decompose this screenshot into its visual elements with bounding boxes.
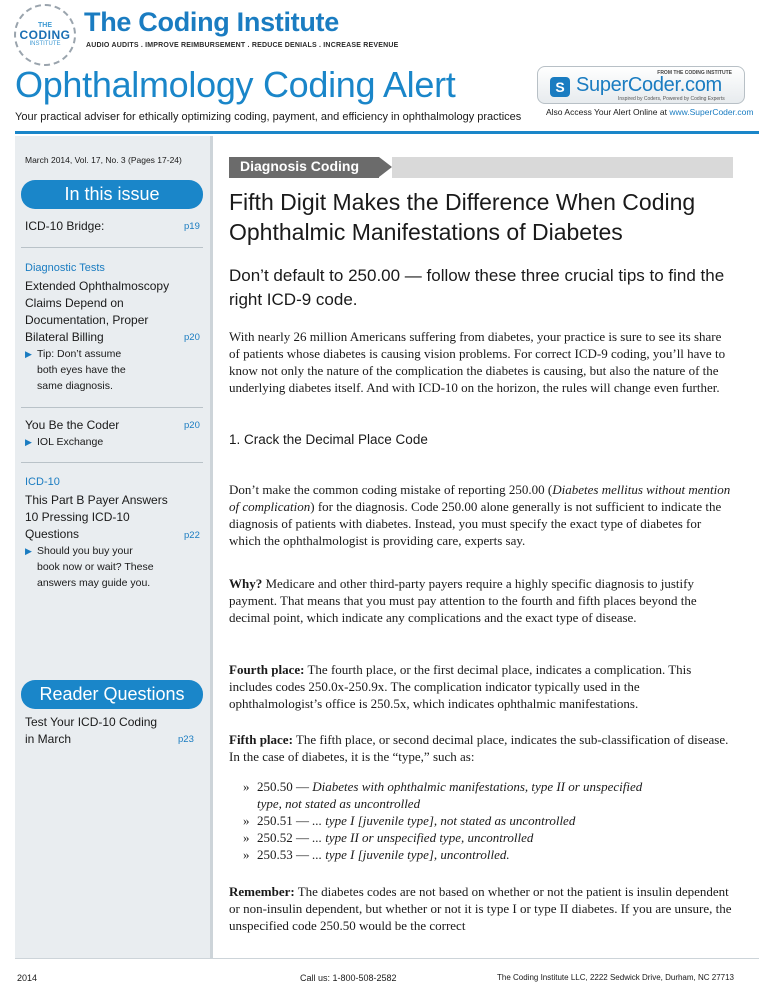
label-fifth-place: Fifth place: [229,732,293,747]
toc-item-part-b-payer[interactable] [25,492,168,543]
bullet-marker: » [243,779,250,794]
code: 250.52 — [257,830,309,845]
toc-line: Test Your ICD-10 Coding [25,715,158,729]
toc-item-icd10-bridge[interactable]: ICD-10 Bridge: [25,219,105,233]
text-run-italic: Diabetes mellitus without mention of complication [229,482,731,514]
text-run: The fourth place, or the first decimal place, indicates a complication. This includes codes 250.0x-250.9x. The complication indicator typically used in the ophthalmologist’s office is 250.5x, which indicates ophthalmic manifestations. [229,662,692,711]
toc-item-test-your-icd10[interactable] [25,714,157,748]
toc-line: Extended Ophthalmoscopy [25,279,170,293]
code-item [243,812,733,829]
text-run: ) for the diagnosis. Code 250.00 alone generally is not sufficient to indicate the diagnosis of patients with diabetes. Instead, you must specify the exact type of diabetes for which the ophthalmologist is providing care, experts say. [229,499,722,548]
supercoder-badge[interactable] [537,66,745,104]
toc-page[interactable]: p23 [178,734,194,745]
supercoder-link[interactable]: www.SuperCoder.com [669,107,754,117]
logo-the: THE [38,22,52,29]
sidebar-edge [210,136,213,958]
logo-coding: CODING [19,28,71,42]
toc-item-you-be-the-coder[interactable]: You Be the Coder [25,418,120,432]
triangle-right-icon: ▶ [25,349,32,359]
footer-year: 2014 [17,973,38,983]
supercoder-name: SuperCoder.com [576,74,722,96]
toc-page[interactable]: p22 [184,530,200,541]
intro-paragraph: With nearly 26 million Americans suffering from diabetes, your practice is sure to see its share of patients whose diabetes is causing vision problems. For correct ICD-9 coding, you’ll have to know not only the nature of the complication the diabetes is causing, but also the nature of the underlying diabetes itself. And with ICD-10 on the horizon, the rules will change even further. [229,329,726,395]
triangle-right-icon: ▶ [25,546,32,556]
label-remember: Remember: [229,884,295,899]
section-label: Diagnosis Coding [240,158,359,174]
institute-name: The Coding Institute [84,7,339,37]
code: 250.50 — [257,779,309,794]
toc-category-diagnostic-tests: Diagnostic Tests [25,262,105,274]
code-list [243,778,733,863]
supercoder-from: FROM THE CODING INSTITUTE [657,70,732,76]
in-this-issue-banner: In this issue [21,180,203,209]
toc-page[interactable]: p19 [184,221,200,232]
toc-line: Questions [25,527,80,541]
paragraph-fifth-place [229,731,734,765]
institute-tagline: AUDIO AUDITS . IMPROVE REIMBURSEMENT . REDUCE DENIALS . INCREASE REVENUE [86,42,399,49]
toc-divider [21,407,203,408]
toc-bullet-line: IOL Exchange [37,436,104,448]
bullet-marker: » [243,847,250,862]
toc-page[interactable]: p20 [184,332,200,343]
code: 250.53 — [257,847,309,862]
text-run: Medicare and other third-party payers require a highly specific diagnosis to justify payment. That means that you must pay attention to the fourth and fifth places beyond the decimal point, which indicate any complications and the exact type of disease. [229,576,697,625]
toc-line: Bilateral Billing [25,330,104,344]
toc-line: Claims Depend on [25,296,124,310]
supercoder-subtitle: Inspired by Coders, Powered by Coding Experts [618,96,725,102]
issue-line: March 2014, Vol. 17, No. 3 (Pages 17-24) [25,155,182,165]
toc-bullet-line: Should you buy your [37,545,133,557]
paragraph-why [229,575,734,626]
supercoder-icon: S [550,77,570,97]
toc-category-icd10: ICD-10 [25,476,60,488]
toc-line: This Part B Payer Answers [25,493,168,507]
toc-line: in March [25,732,72,746]
footer-divider [15,958,759,959]
text-run: Don’t make the common coding mistake of reporting 250.00 ( [229,482,553,497]
reader-questions-banner: Reader Questions [21,680,203,709]
toc-divider [21,462,203,463]
section-tag-bar [392,157,733,178]
bullet-marker: » [243,830,250,845]
section-tag-arrow [379,157,392,177]
publication-title: Ophthalmology Coding Alert [15,64,456,105]
code-item [243,829,733,846]
coding-institute-logo [14,4,76,66]
footer-phone: Call us: 1-800-508-2582 [300,973,397,983]
code-desc: type, not stated as uncontrolled [257,796,421,811]
toc-bullet-line: book now or wait? These [37,561,154,573]
text-run: The diabetes codes are not based on whether or not the patient is insulin dependent or non-insulin dependent, but whether or not it is type I or type II diabetes. If you are unsure, the unspecified code 250.50 would be the correct [229,884,732,933]
paragraph-common-mistake [229,481,734,549]
supercoder-access-line [546,107,753,117]
toc-bullet-line: both eyes have the [37,364,126,376]
label-fourth-place: Fourth place: [229,662,305,677]
code-item [243,778,733,812]
bullet-marker: » [243,813,250,828]
toc-bullet [25,346,126,394]
triangle-right-icon: ▶ [25,437,32,447]
section-tag [229,157,733,178]
toc-bullet-line: Tip: Don’t assume [37,348,122,360]
label-why: Why? [229,576,263,591]
logo-institute: INSTITUTE [29,41,61,47]
text-run: The fifth place, or second decimal place, indicates the sub-classification of disease. In the case of diabetes, it is the “type,” such as: [229,732,729,764]
code-desc: ... type I [juvenile type], uncontrolled. [312,847,510,862]
section-heading: 1. Crack the Decimal Place Code [229,432,428,447]
code-desc: ... type II or unspecified type, uncontrolled [312,830,534,845]
paragraph-fourth-place [229,661,734,712]
toc-line: Documentation, Proper [25,313,149,327]
header-divider [15,131,759,134]
code-desc: ... type I [juvenile type], not stated as uncontrolled [312,813,576,828]
footer-address: The Coding Institute LLC, 2222 Sedwick Drive, Durham, NC 27713 [497,973,735,982]
toc-bullet [25,543,154,591]
toc-bullet-line: answers may guide you. [37,577,151,589]
access-prefix: Also Access Your Alert Online at [546,107,670,117]
toc-divider [21,247,203,248]
toc-bullet [25,434,103,450]
publication-tagline: Your practical adviser for ethically optimizing coding, payment, and efficiency in ophthalmology practices [15,111,522,123]
code: 250.51 — [257,813,309,828]
toc-bullet-line: same diagnosis. [37,380,113,392]
toc-item-extended-ophthalmoscopy[interactable] [25,278,169,346]
toc-line: 10 Pressing ICD-10 [25,510,130,524]
code-item [243,846,733,863]
paragraph-remember [229,883,734,934]
code-desc: Diabetes with ophthalmic manifestations, type II or unspecified [312,779,643,794]
toc-page[interactable]: p20 [184,420,200,431]
article-title: Fifth Digit Makes the Difference When Coding Ophthalmic Manifestations of Diabetes [229,189,696,245]
article-subtitle: Don’t default to 250.00 — follow these three crucial tips to find the right ICD-9 code. [229,266,725,309]
